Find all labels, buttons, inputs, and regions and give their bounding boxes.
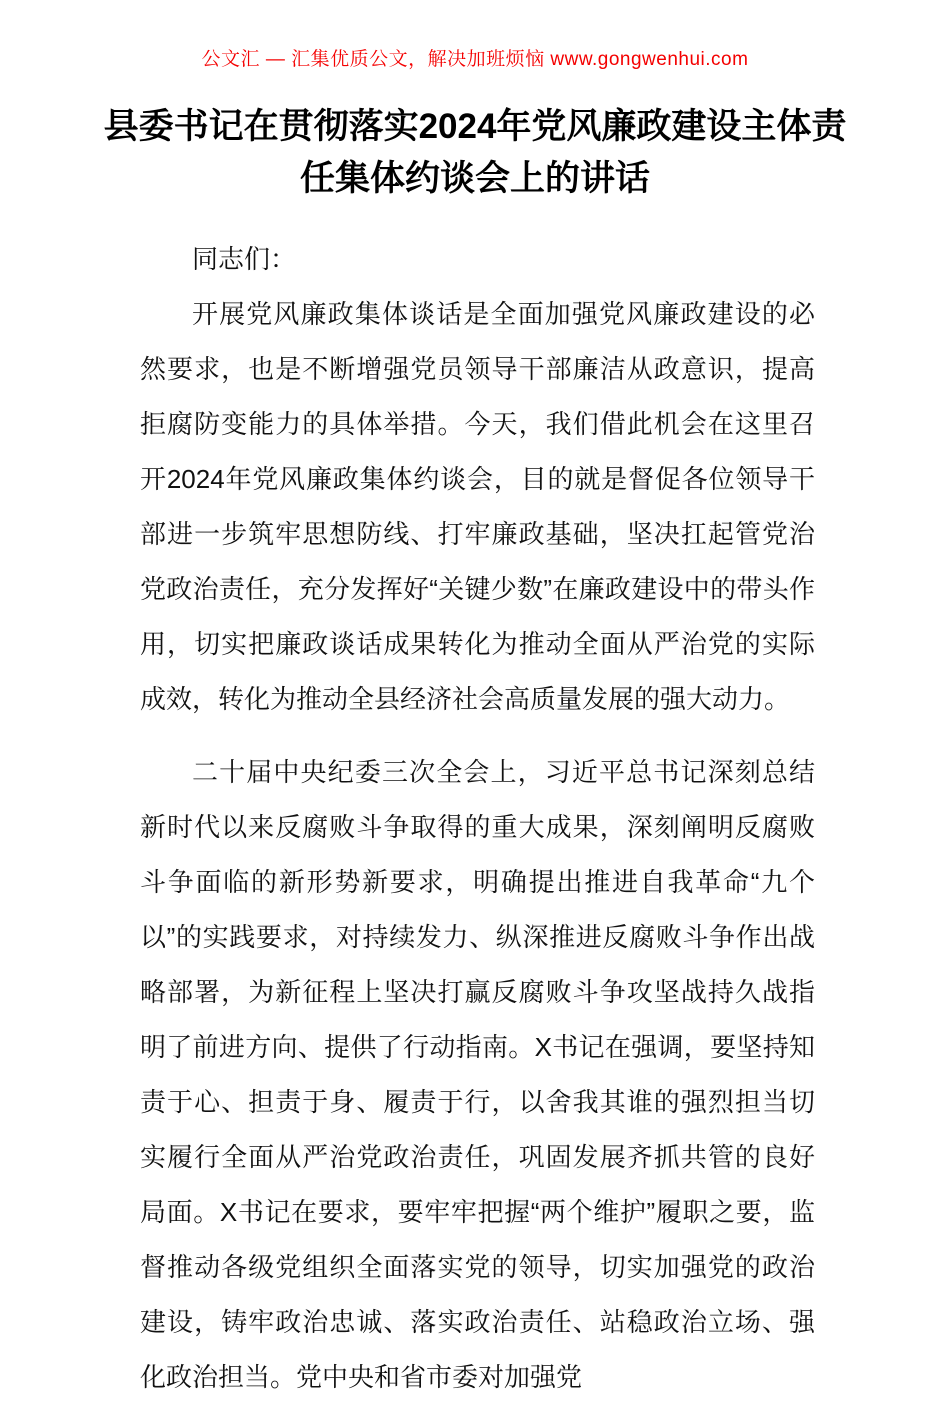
- paragraph-1: 开展党风廉政集体谈话是全面加强党风廉政建设的必然要求，也是不断增强党员领导干部廉洁从政意识，提高拒腐防变能力的具体举措。今天，我们借此机会在这里召开2024年党风廉政集体约谈会，目的就是督促各位领导干部进一步筑牢思想防线、打牢廉政基础，坚决扛起管党治党政治责任，充分发挥好“关键少数”在廉政建设中的带头作用，切实把廉政谈话成果转化为推动全面从严治党的实际成效，转化为推动全县经济社会高质量发展的强大动力。: [140, 298, 815, 714]
- document-body: [0, 232, 950, 1405]
- salutation: 同志们：: [192, 243, 297, 274]
- paragraph-2: 二十届中央纪委三次全会上，习近平总书记深刻总结新时代以来反腐败斗争取得的重大成果，深刻阐明反腐败斗争面临的新形势新要求，明确提出推进自我革命“九个以”的实践要求，对持续发力、纵深推进反腐败斗争作出战略部署，为新征程上坚决打赢反腐败斗争攻坚战持久战指明了前进方向、提供了行动指南。X书记在强调，要坚持知责于心、担责于身、履责于行，以舍我其谁的强烈担当切实履行全面从严治党政治责任，巩固发展齐抓共管的良好局面。X书记在要求，要牢牢把握“两个维护”履职之要，监督推动各级党组织全面落实党的领导，切实加强党的政治建设，铸牢政治忠诚、落实政治责任、站稳政治立场、强化政治担当。党中央和省市委对加强党: [140, 756, 815, 1392]
- document-title: 县委书记在贯彻落实2024年党风廉政建设主体责任集体约谈会上的讲话: [103, 106, 847, 199]
- site-watermark: 公文汇 — 汇集优质公文，解决加班烦恼 www.gongwenhui.com: [201, 49, 749, 70]
